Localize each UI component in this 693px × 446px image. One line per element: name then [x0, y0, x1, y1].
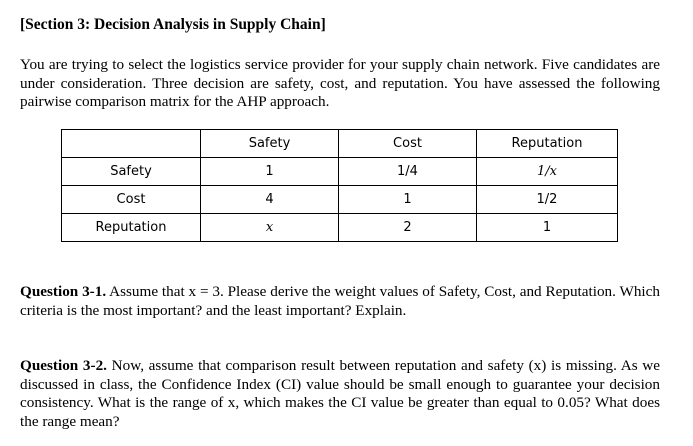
matrix-cell: 2 [339, 214, 477, 242]
matrix-cell: 1/2 [477, 186, 618, 214]
matrix-cell: 1 [477, 214, 618, 242]
matrix-cell: 4 [201, 186, 339, 214]
question-label: Question 3-2. [20, 357, 107, 374]
question-3-1 [20, 283, 660, 320]
question-text: Now, assume that comparison result between reputation and safety (x) is missing. As we discussed in class, the Confidence Index (CI) value should be small enough to guarantee your decision consistency. What is the range of x, which makes the CI value be greater than equal to 0.05? What does the range mean? [20, 357, 660, 430]
matrix-row-label: Cost [62, 186, 201, 214]
matrix-header-row [62, 130, 618, 158]
pairwise-comparison-matrix [61, 129, 618, 242]
section-title: [Section 3: Decision Analysis in Supply Chain] [20, 16, 326, 33]
matrix-cell: x [201, 214, 339, 242]
matrix-row-label: Safety [62, 158, 201, 186]
question-3-2 [20, 357, 660, 431]
matrix-cell: 1 [201, 158, 339, 186]
matrix-row-label: Reputation [62, 214, 201, 242]
matrix-header-cost: Cost [339, 130, 477, 158]
intro-paragraph: You are trying to select the logistics service provider for your supply chain network. Five candidates are under consideration. Three decision are safety, cost, and reputation. You have assessed the following pairwise comparison matrix for the AHP approach. [20, 56, 660, 110]
matrix-cell: 1 [339, 186, 477, 214]
question-text: Assume that x = 3. Please derive the weight values of Safety, Cost, and Reputation. Which criteria is the most important? and the least important? Explain. [20, 283, 660, 319]
matrix-header-safety: Safety [201, 130, 339, 158]
matrix-row-cost [62, 186, 618, 214]
question-label: Question 3-1. [20, 283, 107, 300]
matrix-cell: 1/4 [339, 158, 477, 186]
matrix-header-corner [62, 130, 201, 158]
matrix-row-reputation [62, 214, 618, 242]
matrix-header-reputation: Reputation [477, 130, 618, 158]
matrix-row-safety [62, 158, 618, 186]
matrix-cell: 1/x [477, 158, 618, 186]
